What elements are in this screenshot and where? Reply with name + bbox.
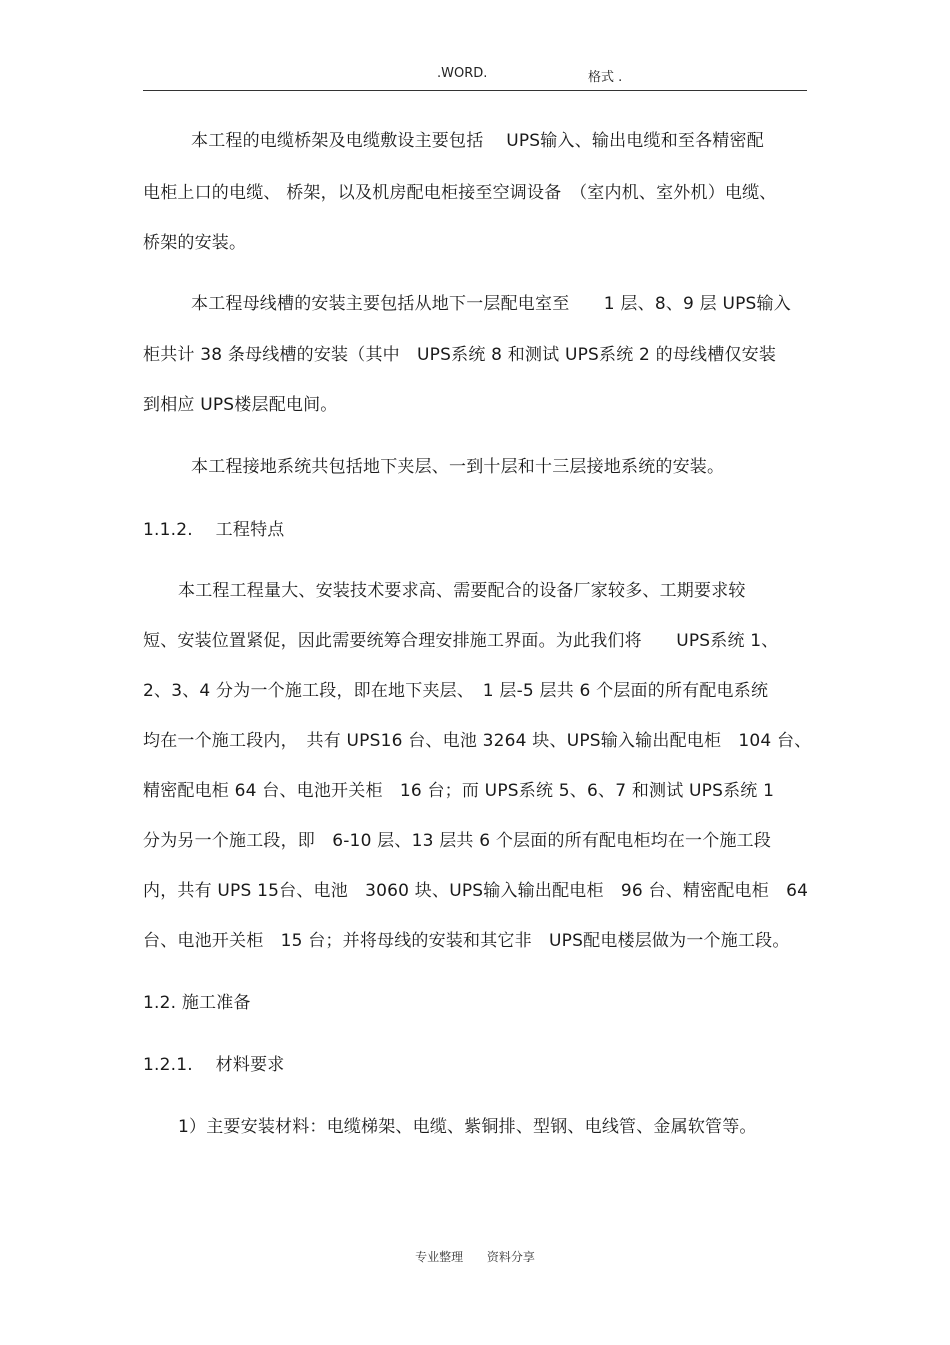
- section-heading: 1.1.2. 工程特点: [143, 520, 285, 540]
- paragraph-line: 分为另一个施工段，即 6-10 层、13 层共 6 个层面的所有配电柜均在一个施工段: [143, 831, 772, 851]
- list-item: 1）主要安装材料：电缆梯架、电缆、紫铜排、型钢、电线管、金属软管等。: [178, 1117, 757, 1137]
- paragraph-line: 到相应 UPS楼层配电间。: [143, 395, 338, 415]
- header-word-label: .WORD.: [437, 66, 488, 81]
- section-heading: 1.2. 施工准备: [143, 993, 251, 1013]
- paragraph-line: 柜共计 38 条母线槽的安装（其中 UPS系统 8 和测试 UPS系统 2 的母线槽仅安装: [143, 345, 777, 365]
- paragraph-line: 本工程接地系统共包括地下夹层、一到十层和十三层接地系统的安装。: [191, 457, 725, 477]
- paragraph-line: 内，共有 UPS 15台、电池 3060 块、UPS输入输出配电柜 96 台、精密配电柜 64: [143, 881, 809, 901]
- header-format-label: 格式 .: [588, 70, 623, 85]
- footer-left-label: 专业整理: [415, 1250, 464, 1264]
- header-rule: [143, 90, 807, 91]
- paragraph-line: 2、3、4 分为一个施工段，即在地下夹层、 1 层-5 层共 6 个层面的所有配电系统: [143, 681, 769, 701]
- paragraph-line: 短、安装位置紧促，因此需要统筹合理安排施工界面。为此我们将 UPS系统 1、: [143, 631, 779, 651]
- paragraph-line: 电柜上口的电缆、 桥架，以及机房配电柜接至空调设备 （室内机、室外机）电缆、: [143, 183, 777, 203]
- paragraph-line: 本工程工程量大、安装技术要求高、需要配合的设备厂家较多、工期要求较: [178, 581, 746, 601]
- paragraph-line: 精密配电柜 64 台、电池开关柜 16 台；而 UPS系统 5、6、7 和测试 UPS系统 1: [143, 781, 775, 801]
- paragraph-line: 桥架的安装。: [143, 233, 247, 253]
- paragraph-line: 均在一个施工段内， 共有 UPS16 台、电池 3264 块、UPS输入输出配电柜 104 台、: [143, 731, 812, 751]
- paragraph-line: 台、电池开关柜 15 台；并将母线的安装和其它非 UPS配电楼层做为一个施工段。: [143, 931, 790, 951]
- section-heading: 1.2.1. 材料要求: [143, 1055, 285, 1075]
- paragraph-line: 本工程的电缆桥架及电缆敷设主要包括 UPS输入、输出电缆和至各精密配: [191, 131, 764, 151]
- page-header: [0, 66, 950, 86]
- page-footer: [0, 1248, 950, 1265]
- paragraph-line: 本工程母线槽的安装主要包括从地下一层配电室至 1 层、8、9 层 UPS输入: [191, 294, 791, 314]
- footer-right-label: 资料分享: [486, 1250, 535, 1264]
